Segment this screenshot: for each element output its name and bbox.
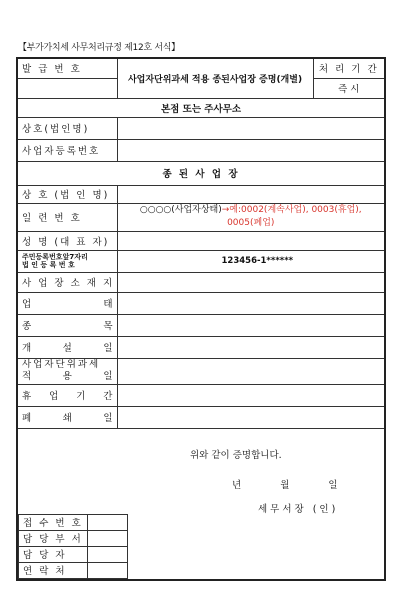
receipt-number-value — [87, 514, 127, 530]
business-type-value — [117, 292, 385, 314]
person-in-charge-value — [87, 546, 127, 562]
suspension-period-cell — [17, 384, 117, 406]
serial-number-label: 일 련 번 호 — [17, 203, 117, 231]
certification-statement: 위와 같이 증명합니다. — [190, 449, 282, 461]
unit-taxation-date-cell — [17, 358, 117, 384]
issuer-signature: 세무서장 (인) — [258, 503, 339, 515]
certificate-form — [16, 57, 386, 581]
opening-date-value — [117, 336, 385, 358]
workplace-address-value — [117, 272, 385, 292]
sub-name-value — [117, 185, 385, 203]
business-type-label: 업 태 — [22, 299, 113, 310]
business-item-label: 종 목 — [22, 321, 113, 332]
registration-number-label: 주민등록번호앞7자리 법 인 등 록 번 호 — [17, 250, 117, 272]
suspension-period-label: 휴 업 기 간 — [22, 391, 113, 402]
sub-workplace-section-title: 종 된 사 업 장 — [17, 161, 385, 185]
business-item-cell — [17, 314, 117, 336]
head-office-name-value — [117, 117, 385, 139]
form-reference-title: 【부가가치세 사무처리규정 제12호 서식】 — [18, 43, 180, 53]
issue-number-value — [17, 78, 117, 98]
serial-number-note: →예:0002(계속사업), 0003(휴업), 0005(폐업) — [221, 205, 362, 228]
serial-number-value — [117, 203, 385, 231]
person-in-charge-label: 담 당 자 — [19, 546, 88, 562]
unit-taxation-date-value — [117, 358, 385, 384]
certification-block — [17, 428, 385, 580]
contact-number-label: 연 락 처 — [19, 562, 88, 578]
head-office-name-label: 상호(법인명) — [17, 117, 117, 139]
serial-number-text: ○○○○(사업자상태) — [139, 205, 222, 215]
head-office-business-number-label: 사업자등록번호 — [17, 139, 117, 161]
workplace-address-label: 사 업 장 소 재 지 — [17, 272, 117, 292]
document-title: 사업자단위과세 적용 종된사업장 증명(개별) — [117, 58, 313, 98]
opening-date-label: 개 설 일 — [22, 343, 113, 354]
business-type-cell — [17, 292, 117, 314]
issue-number-label: 발 급 번 호 — [17, 58, 117, 78]
certification-area — [18, 429, 384, 579]
processing-period-value: 즉 시 — [313, 78, 385, 98]
opening-date-cell — [17, 336, 117, 358]
business-item-value — [117, 314, 385, 336]
closure-date-cell — [17, 406, 117, 428]
head-office-section-title: 본점 또는 주사무소 — [17, 98, 385, 117]
department-value — [87, 530, 127, 546]
representative-name-value — [117, 231, 385, 250]
suspension-period-value — [117, 384, 385, 406]
certification-date-line: 년 월 일 — [232, 479, 356, 491]
unit-taxation-label-line2: 적 용 일 — [22, 371, 113, 382]
representative-name-label: 성 명 (대 표 자) — [17, 231, 117, 250]
unit-taxation-label-line1: 사업자단위과세 — [22, 359, 101, 370]
processing-period-label: 처 리 기 간 — [313, 58, 385, 78]
contact-number-value — [87, 562, 127, 578]
closure-date-label: 폐 쇄 일 — [22, 413, 113, 424]
receipt-number-label: 접 수 번 호 — [19, 514, 88, 530]
sub-name-label: 상 호 (법 인 명) — [17, 185, 117, 203]
contact-table — [18, 514, 128, 579]
registration-number-value: 123456-1****** — [117, 250, 385, 272]
head-office-business-number-value — [117, 139, 385, 161]
closure-date-value — [117, 406, 385, 428]
department-label: 담 당 부 서 — [19, 530, 88, 546]
